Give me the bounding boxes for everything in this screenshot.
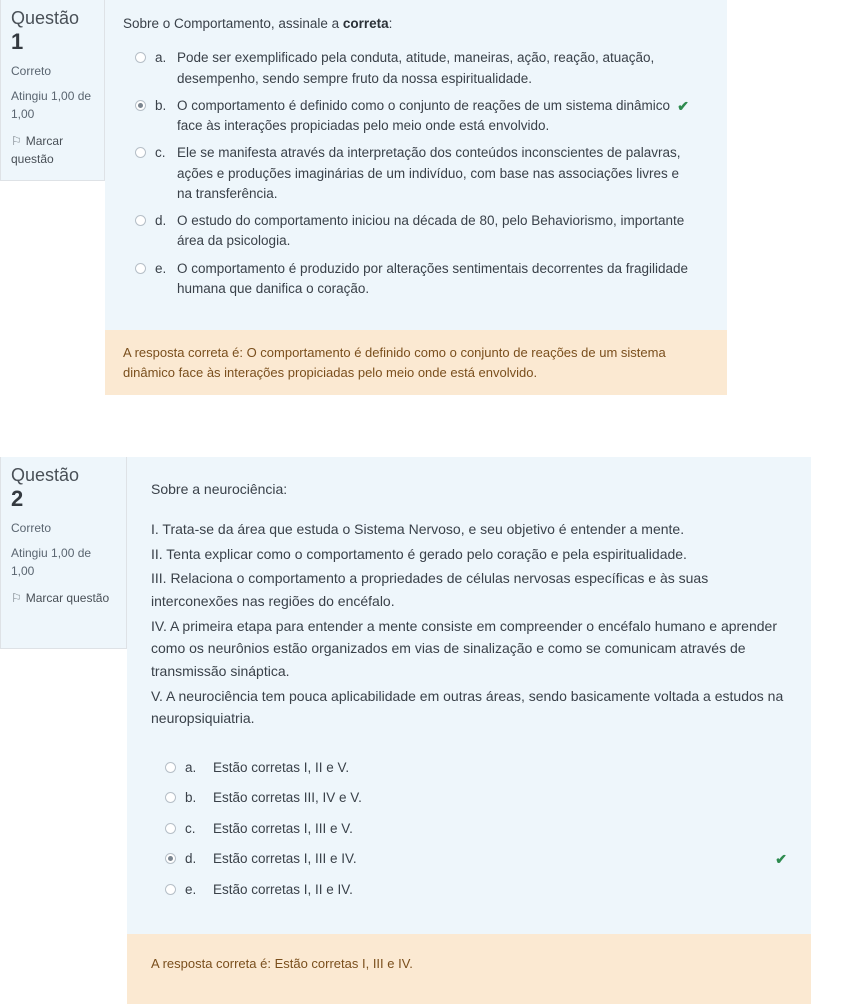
question-2-feedback: A resposta correta é: Estão corretas I, III e IV. [127, 934, 811, 1004]
answer-option-d-text: O estudo do comportamento iniciou na década de 80, pelo Behaviorismo, importante área da psicologia. [177, 213, 685, 249]
flag-icon: ⚐ [11, 591, 22, 606]
answer-option-e-letter: e. [185, 881, 197, 897]
answer-option-c-text: Estão corretas I, III e V. [213, 820, 353, 836]
answer-option-d-text: Estão corretas I, III e IV. [213, 850, 357, 866]
answer-option-b[interactable] [135, 96, 689, 137]
question-1-body [0, 0, 851, 330]
radio-d-icon[interactable] [165, 853, 176, 864]
question-2-body [0, 457, 851, 934]
question-2-answers [151, 758, 787, 900]
answer-option-c-letter: c. [155, 145, 166, 161]
answer-option-e-text: O comportamento é produzido por alterações sentimentais decorrentes da fragilidade humana que danifica o coração. [177, 260, 689, 296]
question-1-flag-button[interactable] [11, 133, 94, 168]
radio-e-icon[interactable] [165, 884, 176, 895]
answer-option-d[interactable] [135, 211, 689, 252]
answer-option-a[interactable] [165, 758, 787, 778]
radio-d-icon[interactable] [135, 215, 146, 226]
question-2-flag-label: Marcar questão [25, 591, 110, 606]
answer-option-c-letter: c. [185, 820, 196, 836]
question-2-statements [151, 518, 787, 730]
radio-e-icon[interactable] [135, 263, 146, 274]
question-1-answers [123, 48, 709, 299]
question-2-info-panel [0, 457, 127, 649]
answer-option-a-text: Pode ser exemplificado pela conduta, atitude, maneiras, ação, reação, atuação, desempenho, sendo sempre fruto da nossa espiritualidade. [177, 50, 655, 86]
answer-option-e[interactable] [165, 880, 787, 900]
statement-v: V. A neurociência tem pouca aplicabilidade em outras áreas, sendo basicamente voltada a estudos na neuropsiquiatria. [151, 687, 784, 727]
question-1-label: Questão [11, 8, 80, 28]
question-block-2 [0, 457, 851, 1004]
question-2-label: Questão [11, 465, 80, 485]
answer-option-c[interactable] [135, 143, 689, 204]
answer-option-d-letter: d. [155, 213, 167, 228]
radio-a-icon[interactable] [165, 762, 176, 773]
question-1-feedback: A resposta correta é: O comportamento é definido como o conjunto de reações de um sistema dinâmico face às interações propiciadas pelo meio onde está envolvido. [105, 330, 727, 395]
question-2-flag-button[interactable] [11, 590, 116, 607]
question-1-grade: Atingiu 1,00 de 1,00 [11, 89, 92, 121]
radio-c-icon[interactable] [165, 823, 176, 834]
answer-option-e[interactable] [135, 259, 689, 300]
question-1-content [105, 0, 727, 330]
question-1-prompt-bold: correta [342, 16, 389, 31]
radio-b-icon[interactable] [165, 792, 176, 803]
answer-option-b-text: O comportamento é definido como o conjunto de reações de um sistema dinâmico face às interações propiciadas pelo meio onde está envolvido. [177, 97, 671, 133]
question-block-1 [0, 0, 851, 395]
question-1-flag-label: Marcar questão [11, 134, 64, 166]
statement-i: I. Trata-se da área que estuda o Sistema Nervoso, e seu objetivo é entender a mente. [151, 521, 685, 537]
answer-option-e-text: Estão corretas I, II e IV. [213, 881, 353, 897]
answer-option-e-letter: e. [155, 260, 167, 276]
statement-iv: IV. A primeira etapa para entender a mente consiste em compreender o encéfalo humano e aprender como os neurônios estão organizados em vias de sinalização e como se comunicam através de transmissão sináptica. [151, 617, 777, 680]
statement-ii: II. Tenta explicar como o comportamento é gerado pelo coração e pela espiritualidade. [151, 545, 687, 562]
answer-option-b[interactable] [165, 788, 787, 808]
correct-tick-icon: ✔ [775, 850, 787, 867]
answer-option-c-text: Ele se manifesta através da interpretação dos conteúdos inconscientes de palavras, ações e produções imaginárias de um indivíduo, com base nas associações livres e na transferência. [177, 145, 681, 201]
answer-option-b-text: Estão corretas III, IV e V. [213, 790, 362, 806]
question-2-content [127, 457, 811, 934]
answer-option-b-letter: b. [185, 790, 197, 806]
flag-icon: ⚐ [11, 134, 22, 149]
answer-option-a-letter: a. [185, 760, 197, 776]
radio-b-icon[interactable] [135, 100, 146, 111]
answer-option-d-letter: d. [185, 850, 197, 866]
question-1-number: 1 [11, 28, 24, 54]
radio-a-icon[interactable] [135, 52, 146, 63]
answer-option-a-letter: a. [155, 50, 167, 66]
question-1-state: Correto [11, 64, 52, 79]
question-1-prompt [123, 14, 709, 34]
statement-iii: III. Relaciona o comportamento a propriedades de células nervosas específicas e às suas interconexões nas regiões do encéfalo. [151, 570, 709, 610]
question-1-prompt-prefix: Sobre o Comportamento, assinale a [123, 16, 343, 31]
answer-option-c[interactable] [165, 819, 787, 839]
answer-option-a[interactable] [135, 48, 689, 89]
radio-c-icon[interactable] [135, 147, 146, 158]
question-1-info-panel [0, 0, 105, 181]
correct-tick-icon: ✔ [677, 97, 689, 114]
question-2-number: 2 [11, 485, 24, 511]
answer-option-b-letter: b. [155, 97, 167, 113]
answer-option-d[interactable] [165, 849, 787, 870]
question-2-grade: Atingiu 1,00 de 1,00 [11, 546, 92, 578]
answer-option-a-text: Estão corretas I, II e V. [213, 760, 350, 776]
question-1-prompt-suffix: : [388, 16, 393, 31]
question-2-state: Correto [11, 521, 52, 536]
question-2-prompt: Sobre a neurociência: [151, 481, 288, 497]
